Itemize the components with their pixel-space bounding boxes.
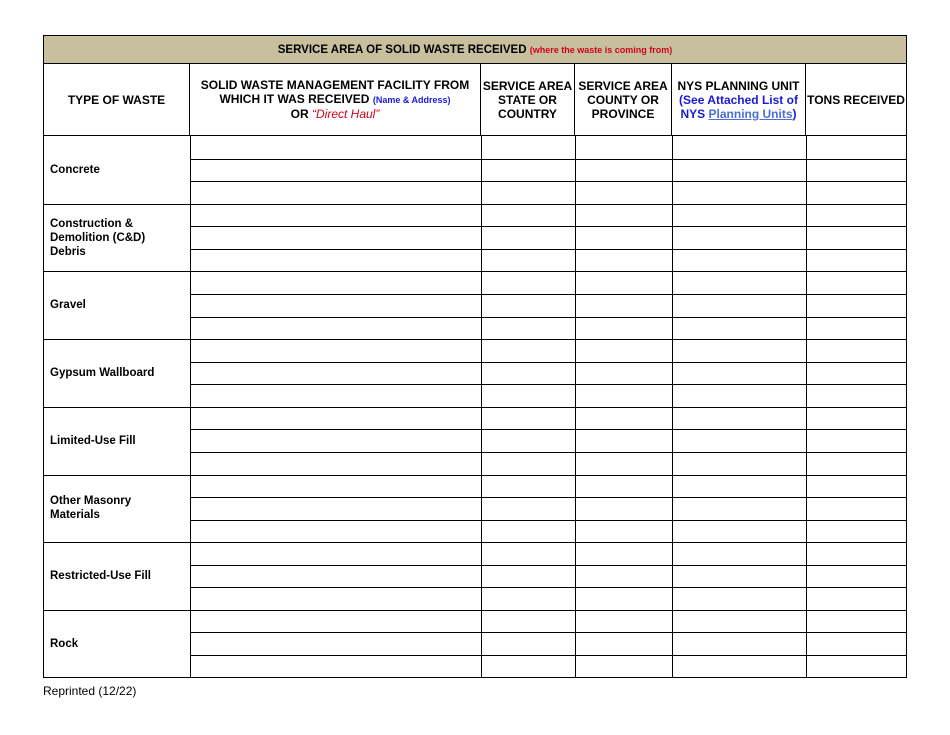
- entry-cell[interactable]: [191, 498, 480, 519]
- entry-cell[interactable]: [191, 227, 480, 248]
- entry-cell[interactable]: [576, 408, 671, 429]
- entry-cell[interactable]: [576, 318, 671, 339]
- waste-type-label: [50, 475, 180, 543]
- entry-cell[interactable]: [482, 543, 574, 564]
- entry-cell[interactable]: [807, 521, 905, 542]
- entry-cell[interactable]: [576, 611, 671, 632]
- entry-cell[interactable]: [482, 272, 574, 293]
- entry-cell[interactable]: [807, 408, 905, 429]
- entry-cell[interactable]: [576, 137, 671, 158]
- waste-type-label: [50, 271, 180, 339]
- entry-cell[interactable]: [673, 363, 805, 384]
- entry-cell[interactable]: [576, 340, 671, 361]
- entry-cell[interactable]: [673, 250, 805, 271]
- entry-cell[interactable]: [576, 633, 671, 654]
- entry-cell[interactable]: [482, 633, 574, 654]
- entry-cell[interactable]: [576, 250, 671, 271]
- reprinted-note: Reprinted (12/22): [43, 684, 137, 698]
- entry-cell[interactable]: [576, 566, 671, 587]
- entry-cell[interactable]: [191, 250, 480, 271]
- service-area-banner: [44, 36, 906, 64]
- entry-cell[interactable]: [673, 385, 805, 406]
- entry-cell[interactable]: [673, 205, 805, 226]
- entry-cell[interactable]: [807, 205, 905, 226]
- waste-type-label: [50, 204, 180, 272]
- waste-type-text: Gravel: [50, 299, 86, 312]
- entry-cell[interactable]: [807, 430, 905, 451]
- entry-cell[interactable]: [576, 295, 671, 316]
- header-nys-close: ): [792, 106, 797, 121]
- entry-cell[interactable]: [191, 318, 480, 339]
- entry-cell[interactable]: [673, 543, 805, 564]
- entry-cell[interactable]: [482, 363, 574, 384]
- entry-cell[interactable]: [807, 656, 905, 677]
- header-facility: [190, 64, 481, 136]
- entry-cell[interactable]: [807, 272, 905, 293]
- entry-cell[interactable]: [191, 656, 480, 677]
- entry-cell[interactable]: [807, 633, 905, 654]
- waste-type-text: Concrete: [50, 163, 100, 176]
- header-tons-received: TONS RECEIVED: [806, 64, 906, 136]
- entry-cell[interactable]: [576, 521, 671, 542]
- entry-cell[interactable]: [576, 385, 671, 406]
- waste-type-label: [50, 136, 180, 204]
- solid-waste-form-table: [43, 35, 907, 678]
- entry-cell[interactable]: [576, 227, 671, 248]
- entry-cell[interactable]: [576, 272, 671, 293]
- planning-units-link[interactable]: Planning Units: [708, 106, 793, 121]
- entry-cell[interactable]: [673, 521, 805, 542]
- entry-cell[interactable]: [673, 498, 805, 519]
- entry-cell[interactable]: [482, 385, 574, 406]
- entry-cell[interactable]: [673, 318, 805, 339]
- entry-cell[interactable]: [482, 430, 574, 451]
- entry-cell[interactable]: [482, 656, 574, 677]
- entry-cell[interactable]: [482, 453, 574, 474]
- header-facility-name-address: (Name & Address): [372, 95, 451, 105]
- entry-cell[interactable]: [191, 476, 480, 497]
- entry-cell[interactable]: [673, 160, 805, 181]
- entry-cell[interactable]: [191, 137, 480, 158]
- entry-cell[interactable]: [807, 318, 905, 339]
- waste-type-label: [50, 610, 180, 678]
- header-nys-see-attached: (See Attached List of NYS: [679, 92, 798, 121]
- entry-cell[interactable]: [807, 566, 905, 587]
- entry-cell[interactable]: [673, 340, 805, 361]
- entry-cell[interactable]: [482, 182, 574, 203]
- header-county-province: SERVICE AREA COUNTY OR PROVINCE: [575, 64, 672, 136]
- entry-cell[interactable]: [807, 160, 905, 181]
- banner-subtitle: (where the waste is coming from): [529, 45, 673, 55]
- entry-cell[interactable]: [191, 408, 480, 429]
- entry-cell[interactable]: [673, 476, 805, 497]
- entry-cell[interactable]: [673, 408, 805, 429]
- entry-cell[interactable]: [482, 160, 574, 181]
- entry-cell[interactable]: [191, 611, 480, 632]
- entry-cell[interactable]: [191, 430, 480, 451]
- entry-cell[interactable]: [673, 272, 805, 293]
- entry-cell[interactable]: [673, 633, 805, 654]
- entry-cell[interactable]: [482, 588, 574, 609]
- entry-cell[interactable]: [482, 566, 574, 587]
- entry-cell[interactable]: [191, 272, 480, 293]
- waste-type-text: Construction & Demolition (C&D) Debris: [50, 217, 146, 258]
- entry-cell[interactable]: [191, 205, 480, 226]
- entry-cell[interactable]: [673, 295, 805, 316]
- entry-cell[interactable]: [482, 250, 574, 271]
- entry-cell[interactable]: [576, 160, 671, 181]
- entry-cell[interactable]: [191, 521, 480, 542]
- entry-cell[interactable]: [576, 205, 671, 226]
- waste-type-text: Limited-Use Fill: [50, 434, 136, 447]
- entry-cell[interactable]: [807, 453, 905, 474]
- entry-cell[interactable]: [673, 182, 805, 203]
- entry-cell[interactable]: [482, 227, 574, 248]
- entry-cell[interactable]: [191, 588, 480, 609]
- entry-cell[interactable]: [673, 566, 805, 587]
- entry-cell[interactable]: [807, 250, 905, 271]
- header-facility-text: SOLID WASTE MANAGEMENT FACILITY FROM WHICH IT WAS RECEIVED: [200, 78, 470, 106]
- entry-cell[interactable]: [673, 453, 805, 474]
- entry-cell[interactable]: [191, 160, 480, 181]
- entry-cell[interactable]: [191, 566, 480, 587]
- entry-cell[interactable]: [576, 543, 671, 564]
- entry-cell[interactable]: [807, 476, 905, 497]
- entry-cell[interactable]: [482, 611, 574, 632]
- entry-cell[interactable]: [576, 656, 671, 677]
- entry-cell[interactable]: [807, 182, 905, 203]
- header-nys-planning-unit: [672, 64, 806, 136]
- waste-type-label: [50, 407, 180, 475]
- entry-cell[interactable]: [482, 408, 574, 429]
- entry-cell[interactable]: [482, 476, 574, 497]
- entry-cell[interactable]: [576, 498, 671, 519]
- entry-cell[interactable]: [191, 363, 480, 384]
- entry-cell[interactable]: [191, 543, 480, 564]
- entry-cell[interactable]: [576, 363, 671, 384]
- entry-cell[interactable]: [191, 182, 480, 203]
- entry-cell[interactable]: [673, 137, 805, 158]
- entry-cell[interactable]: [482, 318, 574, 339]
- entry-cell[interactable]: [576, 182, 671, 203]
- waste-type-text: Restricted-Use Fill: [50, 570, 151, 583]
- entry-cell[interactable]: [576, 453, 671, 474]
- header-state-country: SERVICE AREA STATE OR COUNTRY: [481, 64, 575, 136]
- entry-cell[interactable]: [482, 521, 574, 542]
- header-nys-title: NYS PLANNING UNIT: [677, 78, 800, 93]
- entry-cell[interactable]: [191, 633, 480, 654]
- entry-cell[interactable]: [673, 430, 805, 451]
- banner-title: SERVICE AREA OF SOLID WASTE RECEIVED: [277, 44, 527, 56]
- entry-cell[interactable]: [807, 227, 905, 248]
- header-facility-direct-haul: “Direct Haul”: [312, 107, 380, 121]
- entry-cell[interactable]: [482, 137, 574, 158]
- entry-cell[interactable]: [807, 295, 905, 316]
- entry-cell[interactable]: [482, 205, 574, 226]
- waste-type-label: [50, 339, 180, 407]
- entry-cell[interactable]: [191, 453, 480, 474]
- waste-type-text: Gypsum Wallboard: [50, 366, 155, 379]
- entry-cell[interactable]: [673, 227, 805, 248]
- waste-type-label: [50, 542, 180, 610]
- entry-cell[interactable]: [482, 498, 574, 519]
- waste-type-text: Other Masonry Materials: [50, 495, 132, 522]
- entry-cell[interactable]: [191, 340, 480, 361]
- entry-cell[interactable]: [482, 340, 574, 361]
- entry-cell[interactable]: [807, 543, 905, 564]
- entry-cell[interactable]: [807, 498, 905, 519]
- entry-cell[interactable]: [191, 295, 480, 316]
- waste-type-text: Rock: [50, 637, 79, 650]
- entry-cell[interactable]: [807, 385, 905, 406]
- entry-cell[interactable]: [807, 137, 905, 158]
- entry-cell[interactable]: [807, 340, 905, 361]
- entry-cell[interactable]: [576, 430, 671, 451]
- entry-cell[interactable]: [807, 588, 905, 609]
- entry-cell[interactable]: [673, 656, 805, 677]
- entry-cell[interactable]: [576, 588, 671, 609]
- entry-cell[interactable]: [482, 295, 574, 316]
- entry-cell[interactable]: [673, 588, 805, 609]
- header-type-of-waste: TYPE OF WASTE: [44, 64, 190, 136]
- entry-cell[interactable]: [807, 611, 905, 632]
- entry-cell[interactable]: [673, 611, 805, 632]
- entry-cell[interactable]: [807, 363, 905, 384]
- entry-cell[interactable]: [191, 385, 480, 406]
- entry-cell[interactable]: [576, 476, 671, 497]
- header-facility-or: OR: [290, 107, 309, 121]
